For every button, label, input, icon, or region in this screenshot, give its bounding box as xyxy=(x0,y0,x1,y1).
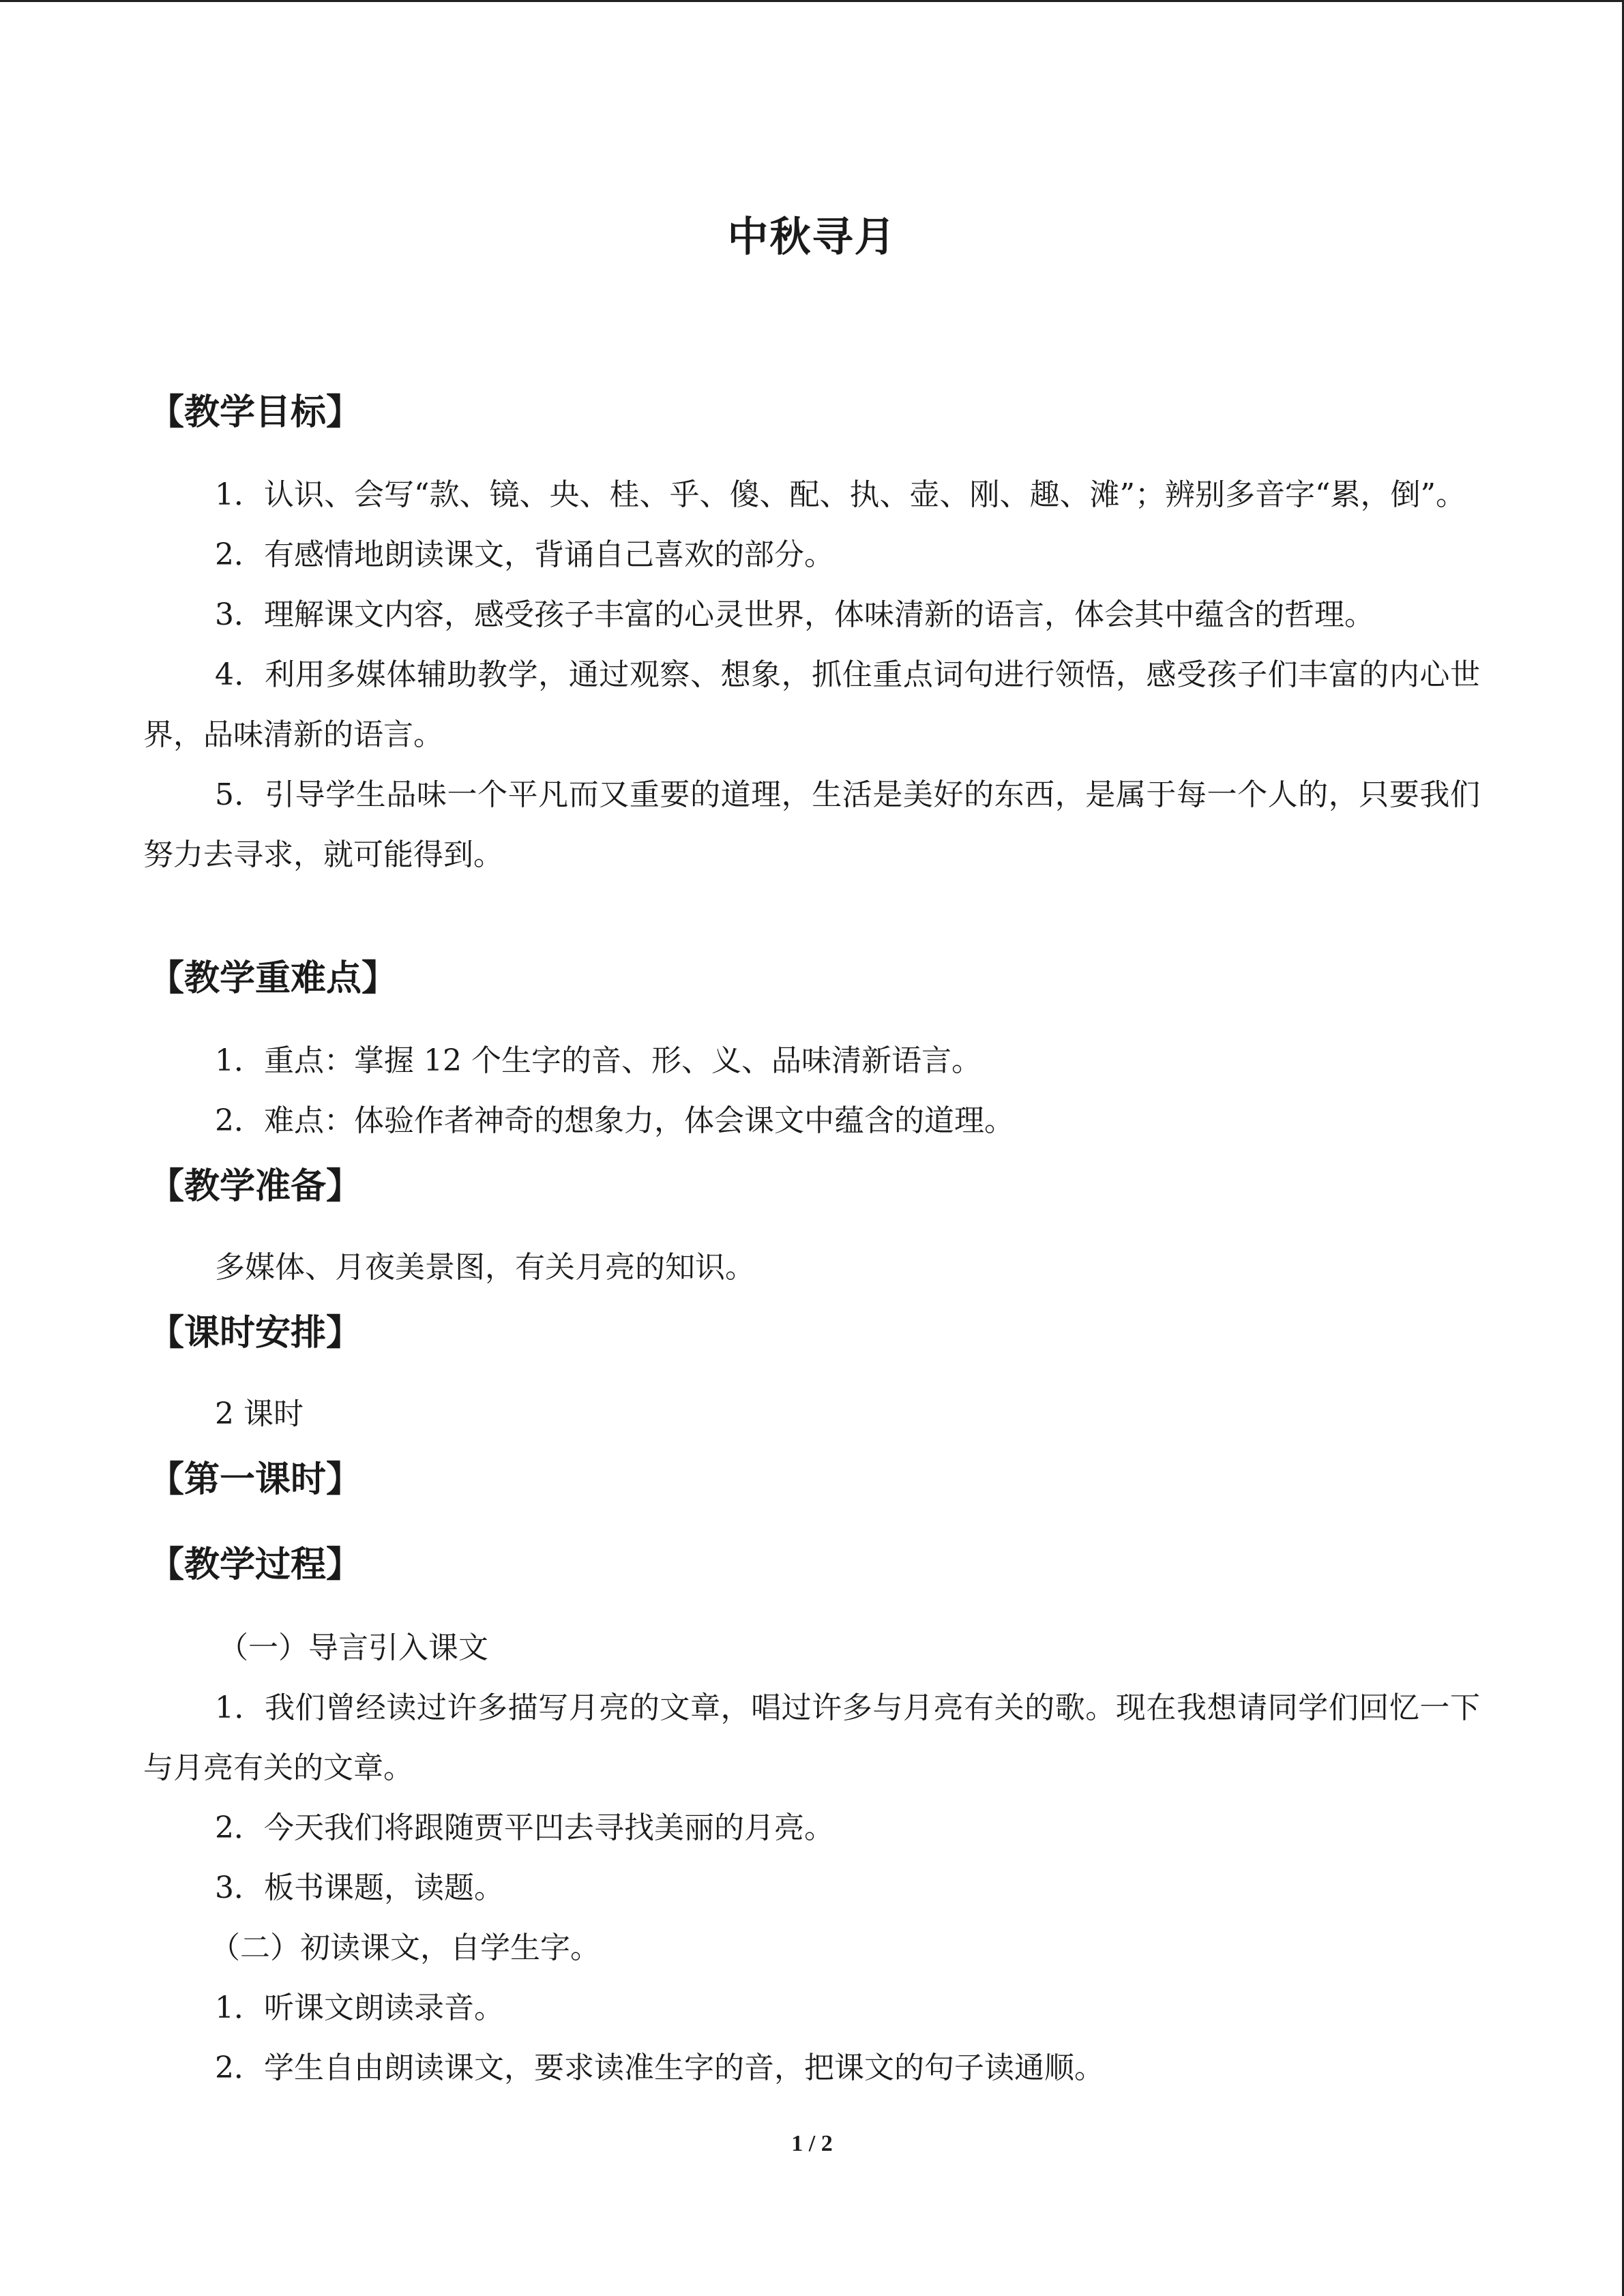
process-item: 2．今天我们将跟随贾平凹去寻找美丽的月亮。 xyxy=(215,1810,834,1845)
goal-item: 5．引导学生品味一个平凡而又重要的道理，生活是美好的东西，是属于每一个人的，只要我们努力去寻求，就可能得到。 xyxy=(143,777,1480,872)
process-item: 2．学生自由朗读课文，要求读准生字的音，把课文的句子读通顺。 xyxy=(215,2051,1104,2085)
section-schedule xyxy=(143,1309,1480,1357)
section-first-lesson xyxy=(143,1456,1480,1504)
page-title: 中秋寻月 xyxy=(727,213,897,261)
process-part2-title: （二）初读课文，自学生字。 xyxy=(210,1930,600,1965)
goal-item: 1．认识、会写“款、镜、央、桂、乎、傻、配、执、壶、刚、趣、滩”；辨别多音字“累，倒”。 xyxy=(215,477,1466,512)
process-item: 3．板书课题，读题。 xyxy=(215,1870,504,1905)
process-item: 1．我们曾经读过许多描写月亮的文章，唱过许多与月亮有关的歌。现在我想请同学们回忆一下与月亮有关的文章。 xyxy=(143,1690,1480,1785)
goal-item: 4．利用多媒体辅助教学，通过观察、想象，抓住重点词句进行领悟，感受孩子们丰富的内心世界，品味清新的语言。 xyxy=(143,657,1480,752)
heading-first-lesson: 【第一课时】 xyxy=(149,1459,362,1500)
key-point-item: 2．难点：体验作者神奇的想象力，体会课文中蕴含的道理。 xyxy=(215,1103,1014,1138)
heading-schedule: 【课时安排】 xyxy=(149,1313,362,1354)
section-goals xyxy=(143,389,1480,436)
preparation-body xyxy=(143,1238,1480,1298)
heading-key-points: 【教学重难点】 xyxy=(149,958,398,999)
heading-process: 【教学过程】 xyxy=(149,1545,362,1585)
process-item: 1．听课文朗读录音。 xyxy=(215,1991,504,2025)
heading-preparation: 【教学准备】 xyxy=(149,1166,362,1207)
section-process xyxy=(143,1541,1480,1589)
process-body xyxy=(143,1618,1480,2098)
process-part1-title: （一）导言引入课文 xyxy=(218,1630,488,1665)
key-points-list xyxy=(143,1031,1480,1151)
goals-list xyxy=(143,465,1480,885)
section-key-points xyxy=(143,955,1480,1002)
section-preparation xyxy=(143,1163,1480,1210)
heading-goals: 【教学目标】 xyxy=(149,392,362,433)
preparation-text: 多媒体、月夜美景图，有关月亮的知识。 xyxy=(215,1250,755,1285)
goal-item: 2．有感情地朗读课文，背诵自己喜欢的部分。 xyxy=(215,537,834,572)
page-number: 1 / 2 xyxy=(791,2131,833,2156)
goal-item: 3．理解课文内容，感受孩子丰富的心灵世界，体味清新的语言，体会其中蕴含的哲理。 xyxy=(215,597,1374,632)
key-point-item: 1．重点：掌握 12 个生字的音、形、义、品味清新语言。 xyxy=(215,1043,981,1078)
schedule-text: 2 课时 xyxy=(215,1397,304,1431)
page-top-border xyxy=(0,0,1624,2)
schedule-body xyxy=(143,1384,1480,1444)
